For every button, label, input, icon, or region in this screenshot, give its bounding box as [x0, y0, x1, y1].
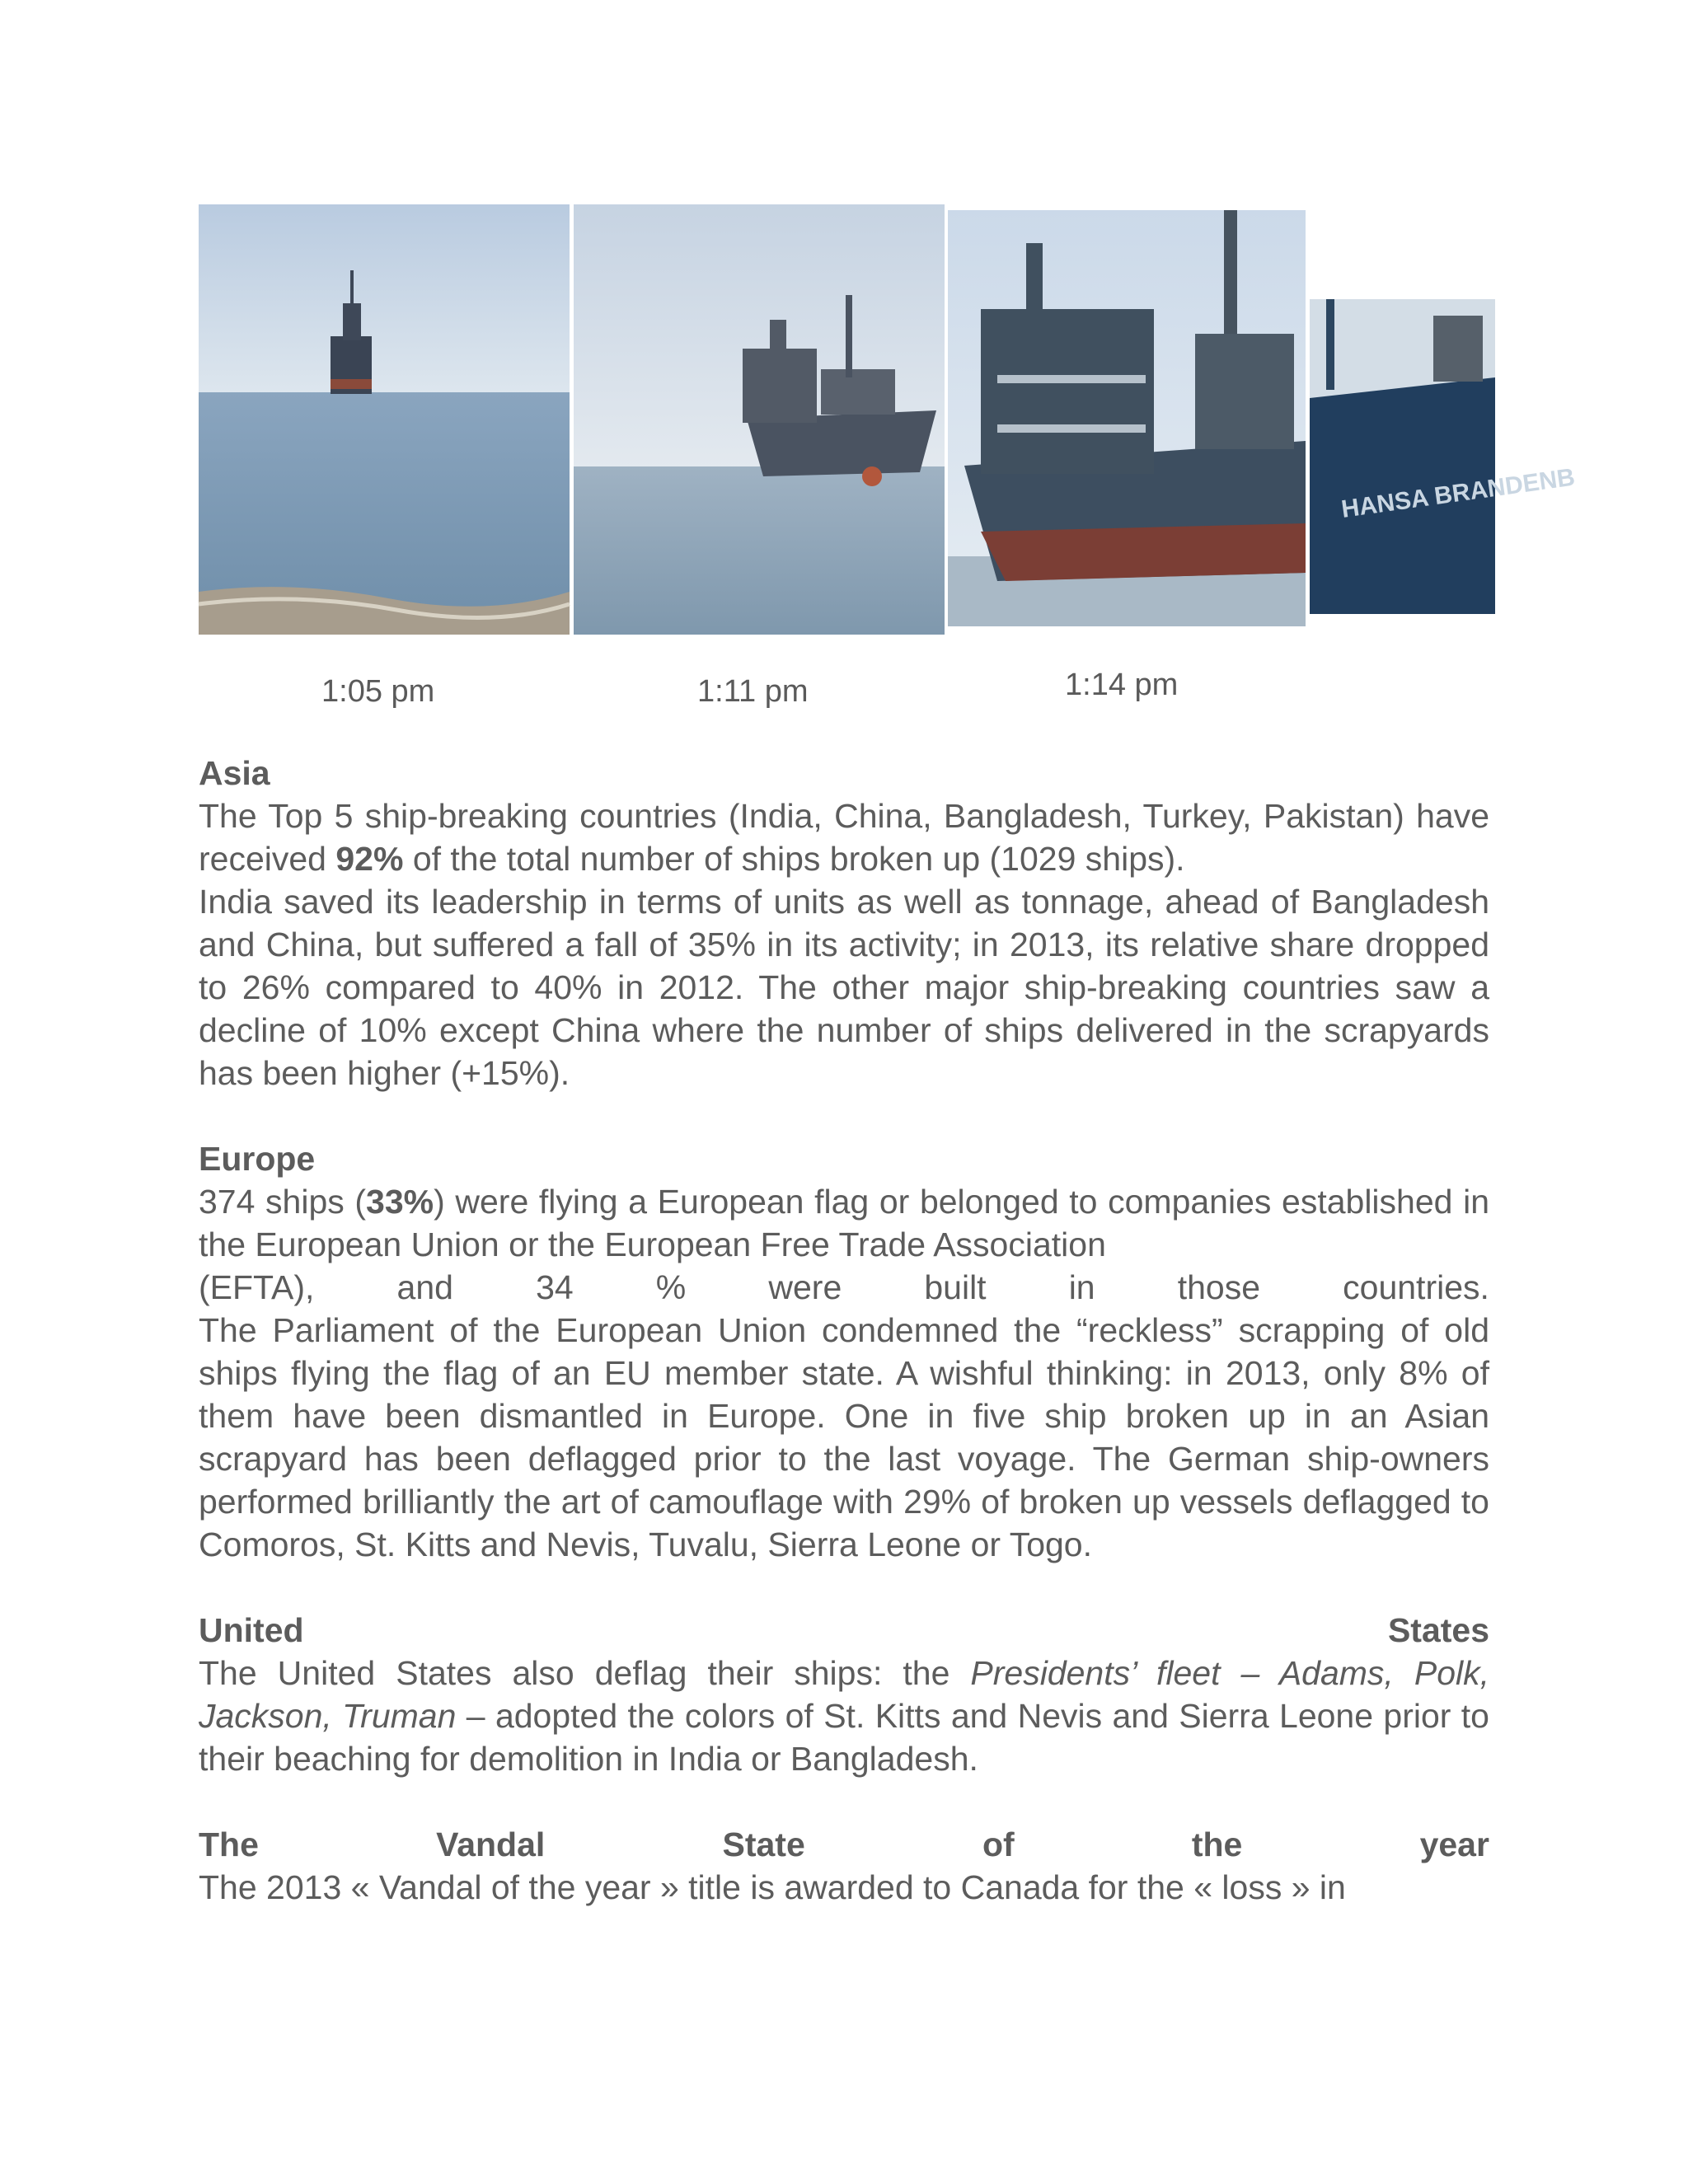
article-body: [199, 752, 1489, 1909]
us-paragraph: The United States also deflag their ships: the Presidents’ fleet – Adams, Polk, Jackson, Truman – adopted the colors of St. Kitts and Nevis and Sierra Leone prior to their beaching for demolition in India or Bangladesh.: [199, 1654, 1489, 1778]
heading-asia: Asia: [199, 754, 270, 792]
europe-efta-line: (EFTA), and 34 % were built in those countries.: [199, 1268, 1489, 1306]
heading-vandal-state: The Vandal State of the year: [199, 1825, 1489, 1863]
europe-paragraph-2: The Parliament of the European Union condemned the “reckless” scrapping of old ships flying the flag of an EU member state. A wishful thinking: in 2013, only 8% of them have been dismantled in Europe. One in five ship broken up in an Asian scrapyard has been deflagged prior to the last voyage. The German ship-owners performed brilliantly the art of camouflage with 29% of broken up vessels deflagged to Comoros, St. Kitts and Nevis, Tuvalu, Sierra Leone or Togo.: [199, 1311, 1489, 1563]
section-vandal-state: [199, 1823, 1489, 1909]
ship-photo-1: [199, 204, 570, 635]
photo-strip: [0, 0, 1688, 709]
europe-paragraph-1: 374 ships (33%) were flying a European flag or belonged to companies established in the European Union or the European Free Trade Association: [199, 1183, 1489, 1263]
asia-paragraph-2: India saved its leadership in terms of units as well as tonnage, ahead of Bangladesh and China, but suffered a fall of 35% in its activity; in 2013, its relative share dropped to 26% compared to 40% in 2012. The other major ship-breaking countries saw a decline of 10% except China where the number of ships delivered in the scrapyards has been higher (+15%).: [199, 883, 1489, 1092]
ship-photo-2: [574, 204, 945, 635]
svg-text:HANSA BRANDENB: HANSA BRANDENB: [1339, 463, 1577, 523]
heading-united-states: United States: [199, 1611, 1489, 1649]
ship-photo-3: [948, 210, 1306, 626]
heading-europe: Europe: [199, 1140, 316, 1178]
photo-caption-2: 1:11 pm: [697, 674, 809, 709]
photo-caption-1: 1:05 pm: [321, 674, 435, 709]
ship-photo-4: [1310, 299, 1577, 614]
section-asia: [199, 752, 1489, 1094]
section-europe: [199, 1137, 1489, 1566]
section-united-states: [199, 1609, 1489, 1780]
vandal-paragraph: The 2013 « Vandal of the year » title is awarded to Canada for the « loss » in: [199, 1868, 1346, 1906]
asia-paragraph-1: The Top 5 ship-breaking countries (India, China, Bangladesh, Turkey, Pakistan) have received 92% of the total number of ships broken up (1029 ships).: [199, 797, 1489, 878]
photo-caption-3: 1:14 pm: [1065, 668, 1179, 702]
